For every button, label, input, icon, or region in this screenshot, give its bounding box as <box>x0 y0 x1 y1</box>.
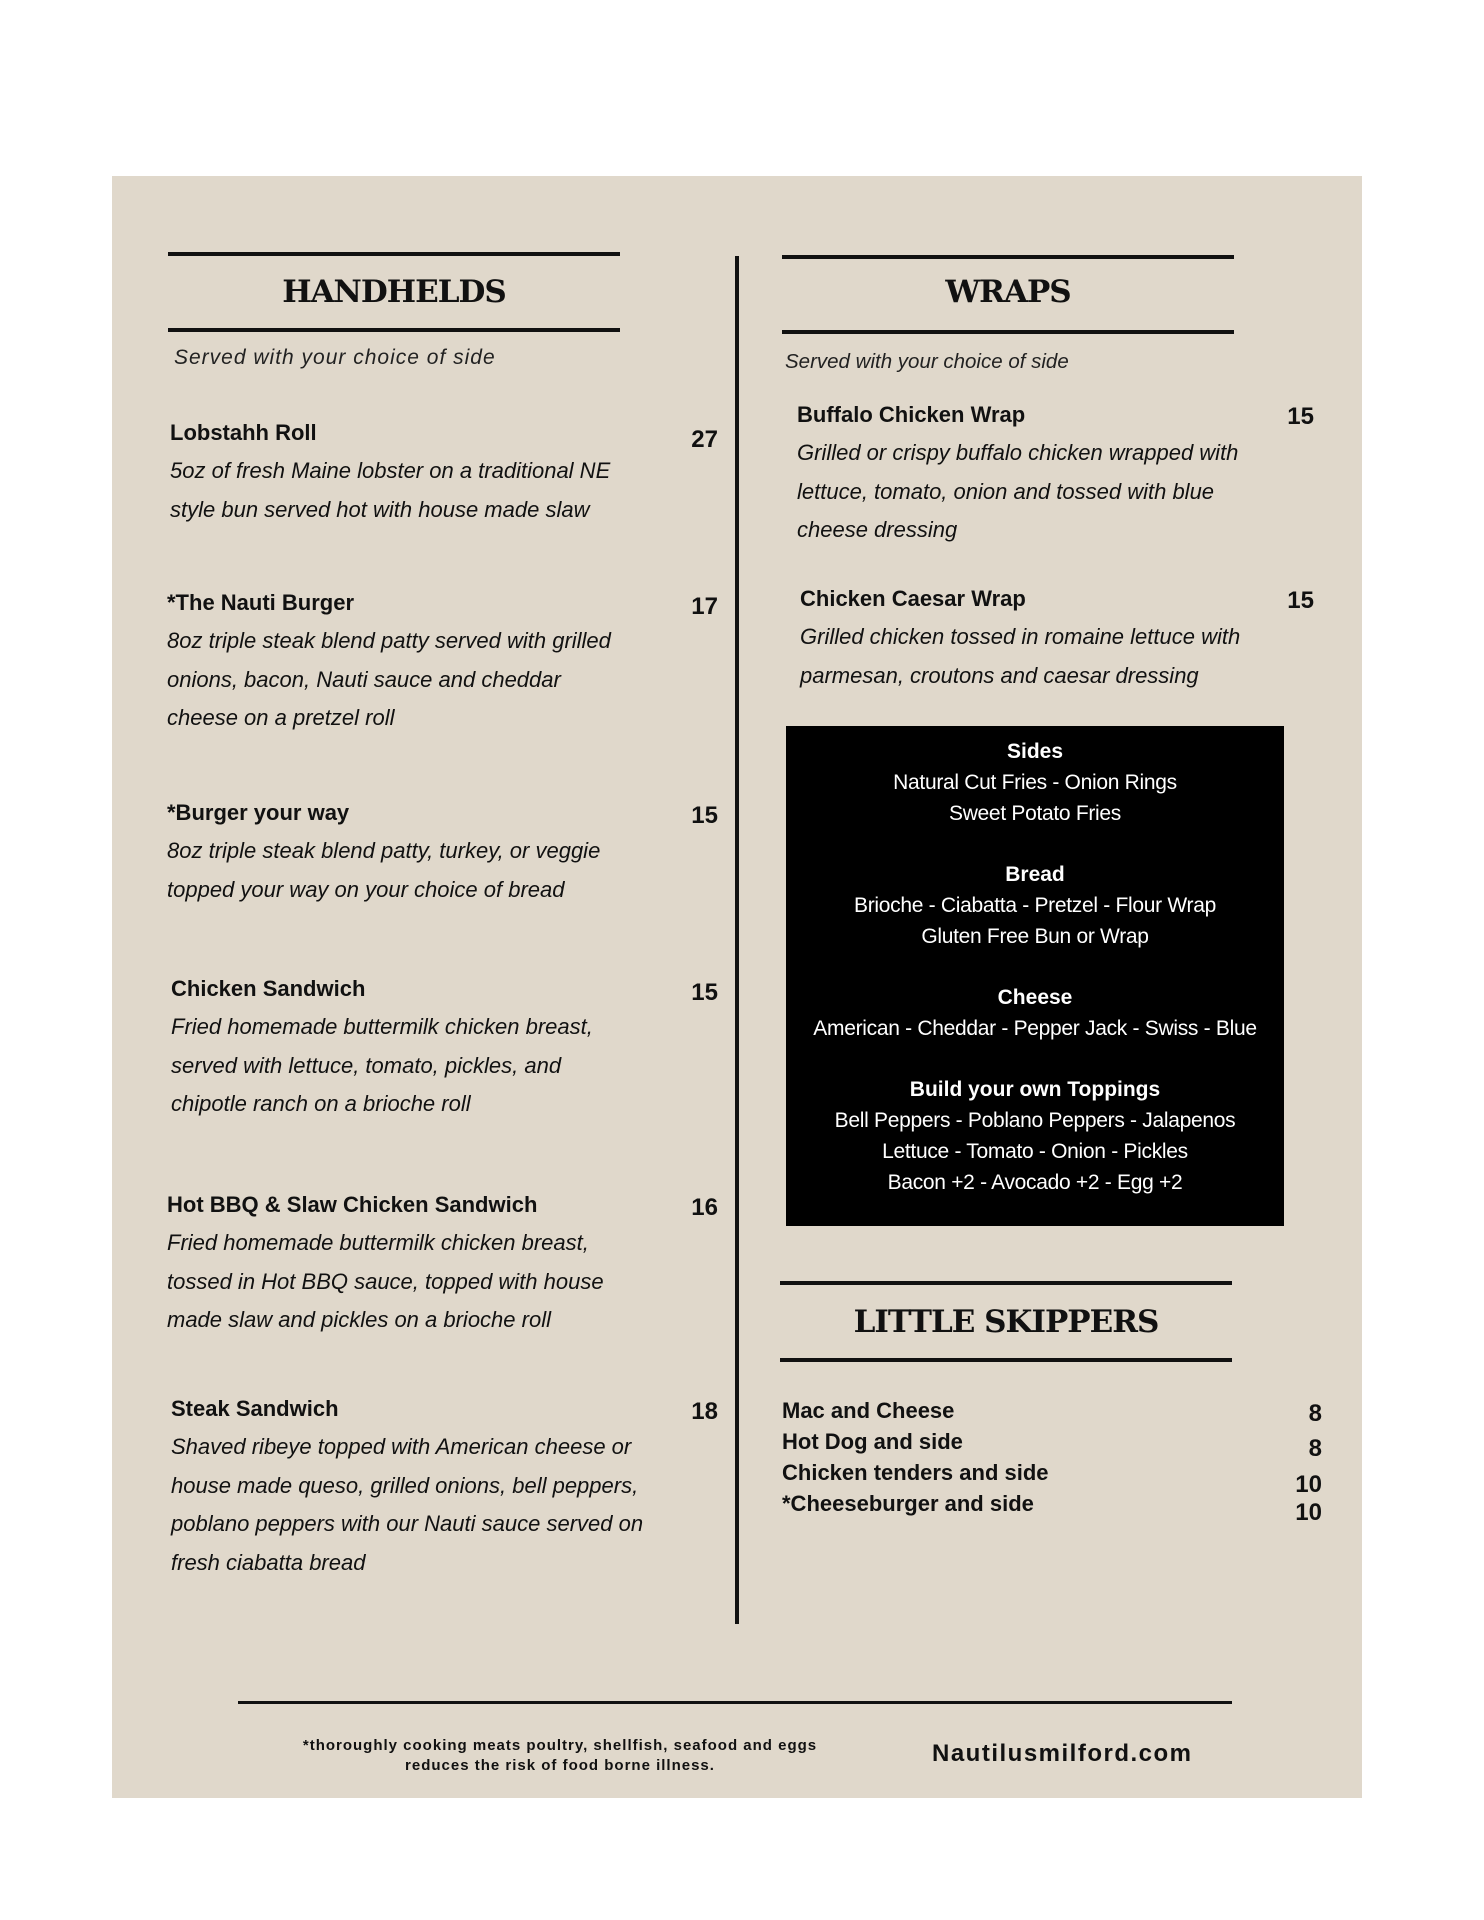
item-description: Grilled chicken tossed in romaine lettuce with parmesan, croutons and caesar dressing <box>800 624 1241 688</box>
kids-item-cheeseburger <box>782 1491 1342 1521</box>
options-group-sides <box>786 736 1284 829</box>
item-description: Shaved ribeye topped with American cheese or house made queso, grilled onions, bell peppers, poblano peppers with our Nauti sauce served on fresh ciabatta bread <box>171 1434 644 1575</box>
item-description: Fried homemade buttermilk chicken breast, served with lettuce, tomato, pickles, and chipotle ranch on a brioche roll <box>171 1014 593 1116</box>
item-name: Lobstahh Roll <box>170 420 317 445</box>
options-line: Sweet Potato Fries <box>948 802 1121 825</box>
options-group-title: Cheese <box>997 986 1073 1009</box>
menu-item-steak-sandwich <box>171 1394 651 1582</box>
item-name: Hot BBQ & Slaw Chicken Sandwich <box>167 1192 538 1217</box>
options-group-bread <box>786 859 1284 952</box>
options-line: Gluten Free Bun or Wrap <box>921 925 1149 948</box>
menu-item-burger-your-way <box>167 798 647 909</box>
item-name: *Burger your way <box>167 800 350 825</box>
options-box <box>786 726 1284 1226</box>
item-price: 15 <box>691 802 718 829</box>
food-safety-note-line: *thoroughly cooking meats poultry, shellfish, seafood and eggs <box>302 1737 818 1754</box>
options-line: Lettuce - Tomato - Onion - Pickles <box>882 1140 1188 1163</box>
item-name: Steak Sandwich <box>171 1396 339 1421</box>
item-price: 15 <box>1287 403 1314 430</box>
item-description: Fried homemade buttermilk chicken breast, tossed in Hot BBQ sauce, topped with house made slaw and pickles on a brioche roll <box>167 1230 604 1332</box>
menu-item-hot-bbq-slaw-chicken-sandwich <box>167 1190 647 1340</box>
item-price: 18 <box>691 1398 718 1425</box>
kids-item-mac-and-cheese <box>782 1398 1342 1428</box>
options-group-title: Build your own Toppings <box>909 1078 1161 1101</box>
kids-item-chicken-tenders <box>782 1460 1342 1490</box>
options-line: American - Cheddar - Pepper Jack - Swiss - Blue <box>813 1017 1257 1040</box>
food-safety-note-line: reduces the risk of food borne illness. <box>405 1757 715 1774</box>
handhelds-subtitle: Served with your choice of side <box>174 346 496 369</box>
item-price: 16 <box>691 1194 718 1221</box>
item-name: Buffalo Chicken Wrap <box>797 402 1026 427</box>
item-name: Chicken Caesar Wrap <box>800 586 1026 611</box>
little-skippers-top-rule <box>780 1281 1232 1285</box>
options-group-toppings <box>786 1074 1284 1198</box>
item-description: 5oz of fresh Maine lobster on a traditional NE style bun served hot with house made slaw <box>170 458 611 522</box>
item-name: Mac and Cheese <box>782 1398 955 1423</box>
options-line: Natural Cut Fries - Onion Rings <box>893 771 1177 794</box>
options-group-cheese <box>786 982 1284 1044</box>
food-safety-note <box>240 1736 880 1776</box>
options-line: Bacon +2 - Avocado +2 - Egg +2 <box>887 1171 1183 1194</box>
website-link[interactable]: Nautilusmilford.com <box>932 1740 1193 1767</box>
menu-item-nauti-burger <box>167 588 647 738</box>
kids-item-hot-dog <box>782 1429 1342 1459</box>
handhelds-heading: HANDHELDS <box>282 274 506 310</box>
item-name: *The Nauti Burger <box>167 590 355 615</box>
item-price: 15 <box>1287 587 1314 614</box>
item-price: 8 <box>1308 1435 1322 1462</box>
item-description: 8oz triple steak blend patty served with grilled onions, bacon, Nauti sauce and cheddar cheese on a pretzel roll <box>167 628 611 730</box>
options-line: Brioche - Ciabatta - Pretzel - Flour Wrap <box>854 894 1216 917</box>
menu-item-buffalo-chicken-wrap <box>797 400 1277 550</box>
options-line: Bell Peppers - Poblano Peppers - Jalapenos <box>834 1109 1236 1132</box>
menu-item-chicken-sandwich <box>171 974 651 1124</box>
item-name: *Cheeseburger and side <box>782 1491 1034 1516</box>
item-name: Chicken tenders and side <box>782 1460 1049 1485</box>
little-skippers-bottom-rule <box>780 1358 1232 1362</box>
options-group-title: Bread <box>1005 863 1065 886</box>
handhelds-bottom-rule <box>168 328 620 332</box>
options-group-title: Sides <box>1006 740 1064 763</box>
column-divider <box>735 256 739 1624</box>
item-price: 10 <box>1295 1499 1322 1526</box>
item-name: Chicken Sandwich <box>171 976 366 1001</box>
item-price: 8 <box>1308 1400 1322 1427</box>
wraps-bottom-rule <box>782 330 1234 334</box>
item-description: 8oz triple steak blend patty, turkey, or veggie topped your way on your choice of bread <box>167 838 601 902</box>
item-price: 27 <box>691 426 718 453</box>
wraps-subtitle: Served with your choice of side <box>785 350 1069 373</box>
wraps-heading: WRAPS <box>945 274 1071 310</box>
footer-rule <box>238 1701 1232 1704</box>
item-price: 15 <box>691 979 718 1006</box>
item-description: Grilled or crispy buffalo chicken wrapped with lettuce, tomato, onion and tossed with blue cheese dressing <box>797 440 1239 542</box>
handhelds-top-rule <box>168 252 620 256</box>
wraps-top-rule <box>782 255 1234 259</box>
item-price: 17 <box>691 593 718 620</box>
menu-item-chicken-caesar-wrap <box>800 584 1280 695</box>
little-skippers-heading: LITTLE SKIPPERS <box>853 1304 1159 1340</box>
item-price: 10 <box>1295 1471 1322 1498</box>
menu-item-lobstahh-roll <box>170 418 650 529</box>
item-name: Hot Dog and side <box>782 1429 963 1454</box>
